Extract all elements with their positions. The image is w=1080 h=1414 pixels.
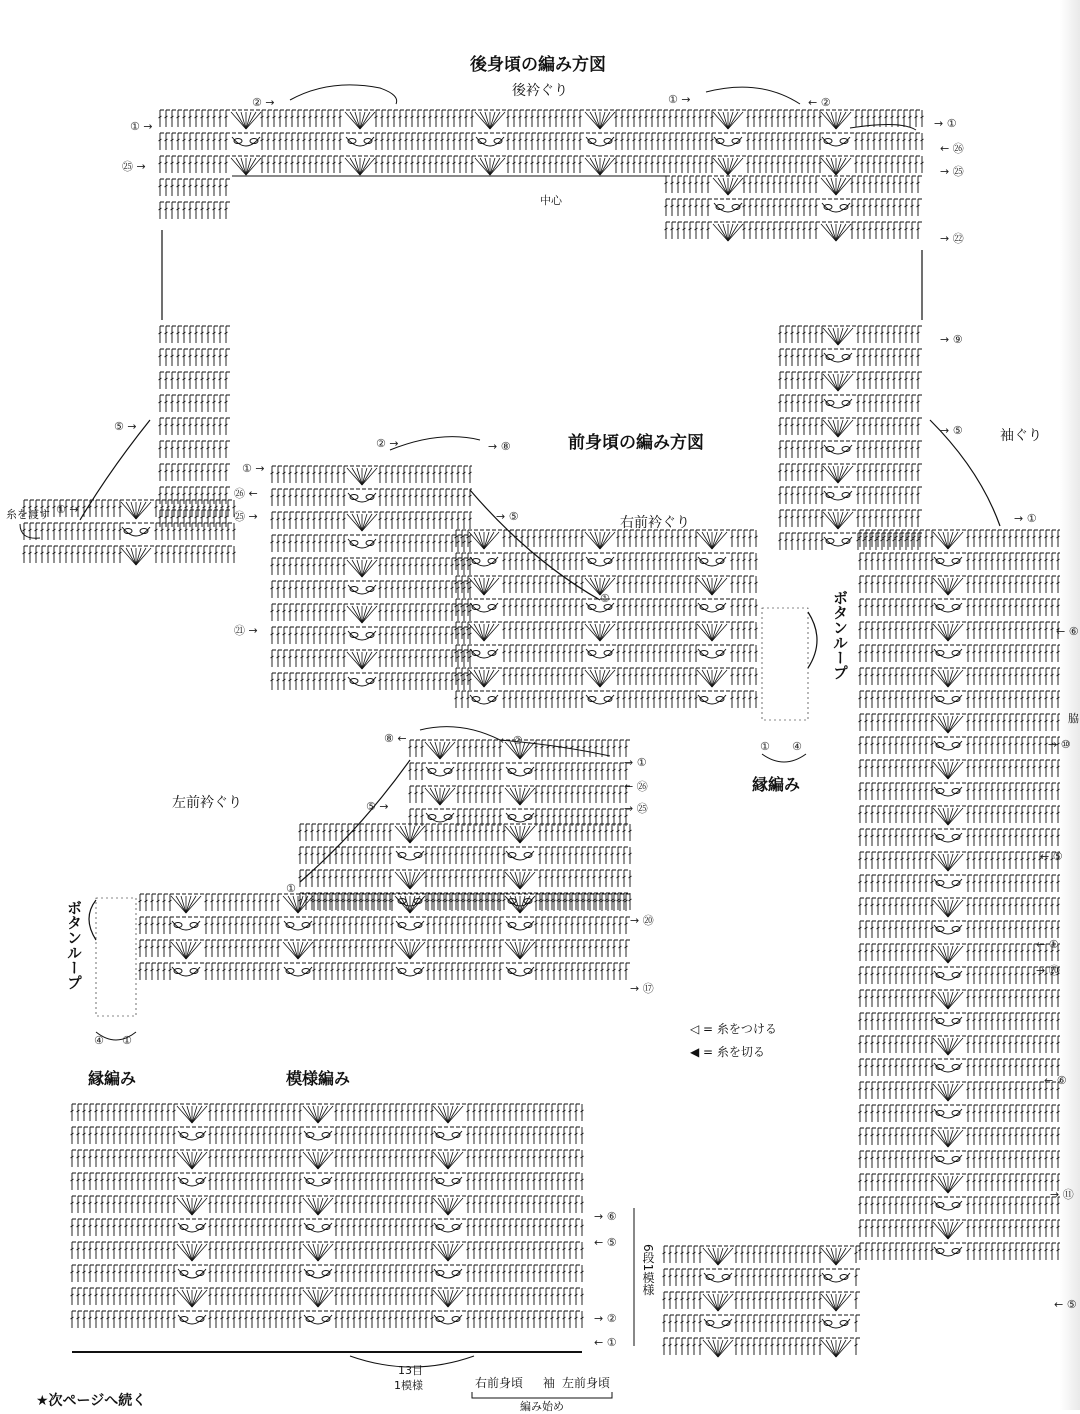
row-marker: ㉕ →: [122, 158, 146, 174]
row-marker: → ⑥: [594, 1210, 617, 1223]
back-top-band: [231, 110, 924, 175]
pass-yarn-label: 糸を渡す: [6, 506, 50, 522]
back-left-lower: [159, 326, 231, 527]
row-marker: → ⑩: [1048, 738, 1071, 751]
right-front-neck-label: 右前衿ぐり: [620, 512, 690, 532]
row-marker: → ①: [1014, 512, 1037, 525]
row-marker: → ①: [624, 756, 647, 769]
row-marker: → ⑨: [940, 333, 963, 346]
repeat-stitches-label: 13目: [398, 1362, 423, 1378]
back-neckline-label: 後衿ぐり: [512, 80, 568, 100]
row-marker: ① →: [242, 462, 265, 475]
back-top-left-band: [159, 110, 231, 219]
row-marker: ← ②: [500, 734, 523, 747]
row-marker: ⑤ →: [114, 420, 137, 433]
left-front-bottom-label: 左前身頃: [562, 1374, 610, 1391]
row-marker: ①: [122, 1034, 132, 1047]
button-loop-label-left: ボタンループ: [64, 900, 85, 990]
front-body-title: 前身頃の編み方図: [568, 428, 704, 453]
side-column-upper: [779, 326, 923, 550]
back-chain-edge: [850, 124, 916, 130]
right-front-lower: [455, 530, 758, 708]
sleeve-bottom-label: 袖: [543, 1374, 555, 1391]
start-bottom-label: 編み始め: [520, 1398, 564, 1414]
right-front-neck-slope: [470, 490, 600, 600]
side-label: 脇: [1068, 710, 1079, 726]
row-marker: ← ⑥: [1056, 625, 1079, 638]
pattern-stitch-title: 模様編み: [286, 1066, 350, 1089]
row-marker: → ⑰: [630, 980, 654, 996]
armhole-label: 袖ぐり: [1000, 425, 1042, 445]
row-marker: ㉑ →: [234, 622, 258, 638]
row-marker: ← ①: [594, 1336, 617, 1349]
legend-attach-yarn: ◁ = 糸をつける: [690, 1020, 777, 1037]
row-marker: ← ⑥: [1044, 1074, 1067, 1087]
row-marker: ① →: [668, 93, 691, 106]
row-marker: → ㉕: [624, 800, 648, 816]
row-marker: ㉕ →: [234, 508, 258, 524]
left-front-neck-label: 左前衿ぐり: [172, 792, 242, 812]
row-marker: ① →: [56, 503, 79, 516]
row-marker: ← ⑤: [1040, 850, 1063, 863]
back-armhole-slope-left: [80, 420, 150, 520]
row-marker: ② →: [376, 437, 399, 450]
center-label: 中心: [540, 192, 562, 208]
edging-label-right: 縁編み: [752, 772, 800, 795]
row-marker: ① →: [130, 120, 153, 133]
row-marker: → ⑤: [496, 510, 519, 523]
row-marker: ← ㉖: [940, 140, 964, 156]
pattern-stitch-sample: [71, 1104, 584, 1328]
row-marker: ①: [760, 740, 770, 753]
right-front-bottom-label: 右前身頃: [475, 1374, 523, 1391]
repeat-rows-label: 6段1模様: [640, 1244, 657, 1295]
row-marker: → ⑳: [630, 912, 654, 928]
row-marker: ← ②: [808, 96, 831, 109]
left-front-mid: [299, 824, 632, 910]
row-marker: → ㉒: [940, 230, 964, 246]
row-marker: ⑧ ←: [384, 732, 407, 745]
edging-label-left: 縁編み: [88, 1066, 136, 1089]
repeat-one-label: 1模様: [394, 1377, 423, 1393]
back-neck-curve-right: [706, 87, 800, 104]
legend-cut-yarn: ◀ = 糸を切る: [690, 1043, 765, 1060]
row-marker: ㉖ ←: [234, 485, 258, 501]
row-marker: ② →: [252, 96, 275, 109]
back-body-title: 後身頃の編み方図: [470, 50, 606, 75]
row-marker: ①: [600, 592, 610, 605]
row-marker: ← ⑤: [594, 1236, 617, 1249]
row-marker: ④: [94, 1034, 104, 1047]
row-marker: ← ㉖: [624, 778, 648, 794]
back-top-right-band: [665, 176, 923, 241]
row-marker: ①: [286, 882, 296, 895]
row-marker: → ㉕: [940, 163, 964, 179]
row-marker: ④: [792, 740, 802, 753]
button-loop-label-right: ボタンループ: [830, 590, 851, 680]
left-front-neck-slope: [300, 760, 410, 882]
right-edging-bracket: [762, 754, 806, 762]
row-marker: ← ⑤: [1054, 1298, 1077, 1311]
row-marker: → ⑤: [940, 424, 963, 437]
side-column-main: [859, 530, 1061, 1260]
row-marker: ⑤ →: [366, 800, 389, 813]
row-marker: ← ①: [1036, 938, 1059, 951]
right-edging-grid: [762, 608, 808, 720]
continue-next-page: ★次ページへ続く: [36, 1390, 146, 1410]
right-button-loop: [808, 612, 817, 668]
left-button-loop: [89, 900, 96, 940]
left-edging-grid: [96, 898, 136, 1016]
right-front-neck-curve: [390, 437, 480, 450]
back-left-armhole-shell: [23, 500, 236, 565]
row-marker: → ⑳: [1036, 962, 1060, 978]
right-front-body: [271, 466, 473, 690]
row-marker: → ⑪: [1050, 1186, 1074, 1202]
sleeve-bottom-block: [663, 1246, 861, 1357]
row-marker: → ⑧: [488, 440, 511, 453]
back-neck-curve-left: [290, 85, 397, 104]
row-marker: → ②: [594, 1312, 617, 1325]
row-marker: → ①: [934, 117, 957, 130]
